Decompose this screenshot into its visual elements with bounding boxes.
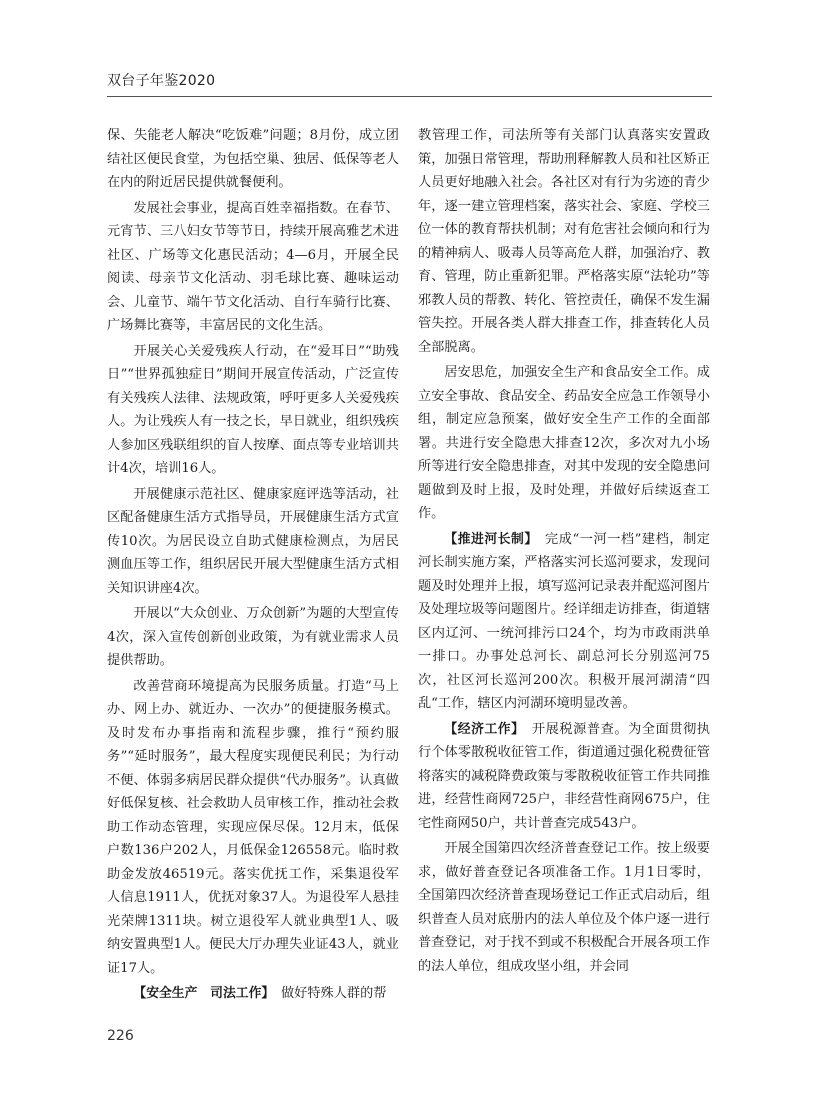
running-header: 双台子年鉴2020 xyxy=(107,73,216,89)
right-column xyxy=(418,124,710,978)
section-heading: 【推进河长制】 xyxy=(444,531,532,547)
paragraph: 开展以“大众创业、万众创新”为题的大型宣传4次，深入宣传创新创业政策，为有就业需求人员提供帮助。 xyxy=(107,606,399,668)
paragraph: 发展社会事业，提高百姓幸福指数。在春节、元宵节、三八妇女节等节日，持续开展高雅艺术进社区、广场等文化惠民活动；4—6月，开展全民阅读、母亲节文化活动、羽毛球比赛、趣味运动会、儿童节、端午节文化活动、自行车骑行比赛、广场舞比赛等，丰富居民的文化生活。 xyxy=(107,200,399,333)
section-heading: 【经济工作】 xyxy=(444,721,519,737)
section-paragraph xyxy=(107,982,399,1006)
paragraph-text: 完成“一河一档”建档，制定河长制实施方案，严格落实河长巡河要求，发现问题及时处理并上报，填写巡河记录表并配巡河图片及处理垃圾等问题图片。经详细走访排查，街道辖区内辽河、一统河排污口24个，均为市政雨洪单一排口。办事处总河长、副总河长分别巡河75次，社区河长巡河200次。积极开展河湖清“四乱“工作，辖区内河湖环境明显改善。 xyxy=(418,531,710,711)
section-paragraph xyxy=(418,718,710,836)
section-heading: 【安全生产 司法工作】 xyxy=(133,986,268,1001)
paragraph: 保、失能老人解决“吃饭难”问题；8月份，成立团结社区便民食堂，为包括空巢、独居、低保等老人在内的附近居民提供就餐便利。 xyxy=(107,128,399,190)
paragraph: 开展关心关爱残疾人行动，在“爱耳日”“助残日”“世界孤独症日”期间开展宣传活动，广泛宣传有关残疾人法律、法规政策，呼吁更多人关爱残疾人。为让残疾人有一技之长，早日就业，组织残疾人参加区残联组织的盲人按摩、面点等专业培训共计4次，培训16人。 xyxy=(107,343,399,476)
paragraph: 教管理工作，司法所等有关部门认真落实安置政策，加强日常管理，帮助刑释解教人员和社区矫正人员更好地融入社会。各社区对有行为劣迹的青少年，逐一建立管理档案，落实社会、家庭、学校三位一体的教育帮扶机制；对有危害社会倾向和行为的精神病人、吸毒人员等高危人群，加强治疗、教育、管理，防止重新犯罪。严格落实原“法轮功”等邪教人员的帮教、转化、管控责任，确保不发生漏管失控。开展各类人群大排查工作，排查转化人员全部脱离。 xyxy=(418,128,710,355)
paragraph: 居安思危，加强安全生产和食品安全工作。成立安全事故、食品安全、药品安全应急工作领导小组，制定应急预案，做好安全生产工作的全面部署。共进行安全隐患大排查12次，多次对九小场所等进行安全隐患排查，对其中发现的安全隐患问题做到及时上报，及时处理，并做好后续返查工作。 xyxy=(418,365,710,521)
paragraph-text: 开展税源普查。为全面贯彻执行个体零散税收征管工作，街道通过强化税费征管将落实的减税降费政策与零散税收征管工作共同推进，经营性商网725户，非经营性商网675户，住宅性商网50户，共计普查完成543户。 xyxy=(418,721,710,831)
header-rule xyxy=(107,96,712,97)
left-column xyxy=(107,124,399,1006)
paragraph-text: 做好特殊人群的帮 xyxy=(267,986,387,1001)
page-number: 226 xyxy=(107,1028,134,1044)
paragraph: 开展健康示范社区、健康家庭评选等活动，社区配备健康生活方式指导员，开展健康生活方式宣传10次。为居民设立自助式健康检测点，为居民测血压等工作，组织居民开展大型健康生活方式相关知识讲座4次。 xyxy=(107,486,399,596)
section-paragraph xyxy=(418,528,710,716)
paragraph: 改善营商环境提高为民服务质量。打造“马上办、网上办、就近办、一次办”的便捷服务模式。及时发布办事指南和流程步骤，推行“预约服务”“延时服务”，最大程度实现便民利民；为行动不便、体弱多病居民群众提供“代办服务”。认真做好低保复核、社会救助人员审核工作，推动社会救助工作动态管理，实现应保尽保。12月末，低保户数136户202人，月低保金126558元。临时救助金发放46519元。落实优抚工作，采集退役军人信息1911人，优抚对象37人。为退役军人悬挂光荣牌1311块。树立退役军人就业典型1人、吸纳安置典型1人。便民大厅办理失业证43人，就业证17人。 xyxy=(107,678,399,976)
paragraph: 开展全国第四次经济普查登记工作。按上级要求，做好普查登记各项准备工作。1月1日零时，全国第四次经济普查现场登记工作正式启动后，组织普查人员对底册内的法人单位及个体户逐一进行普查登记，对于找不到或不积极配合开展各项工作的法人单位，组成攻坚小组，并会同 xyxy=(418,841,710,974)
